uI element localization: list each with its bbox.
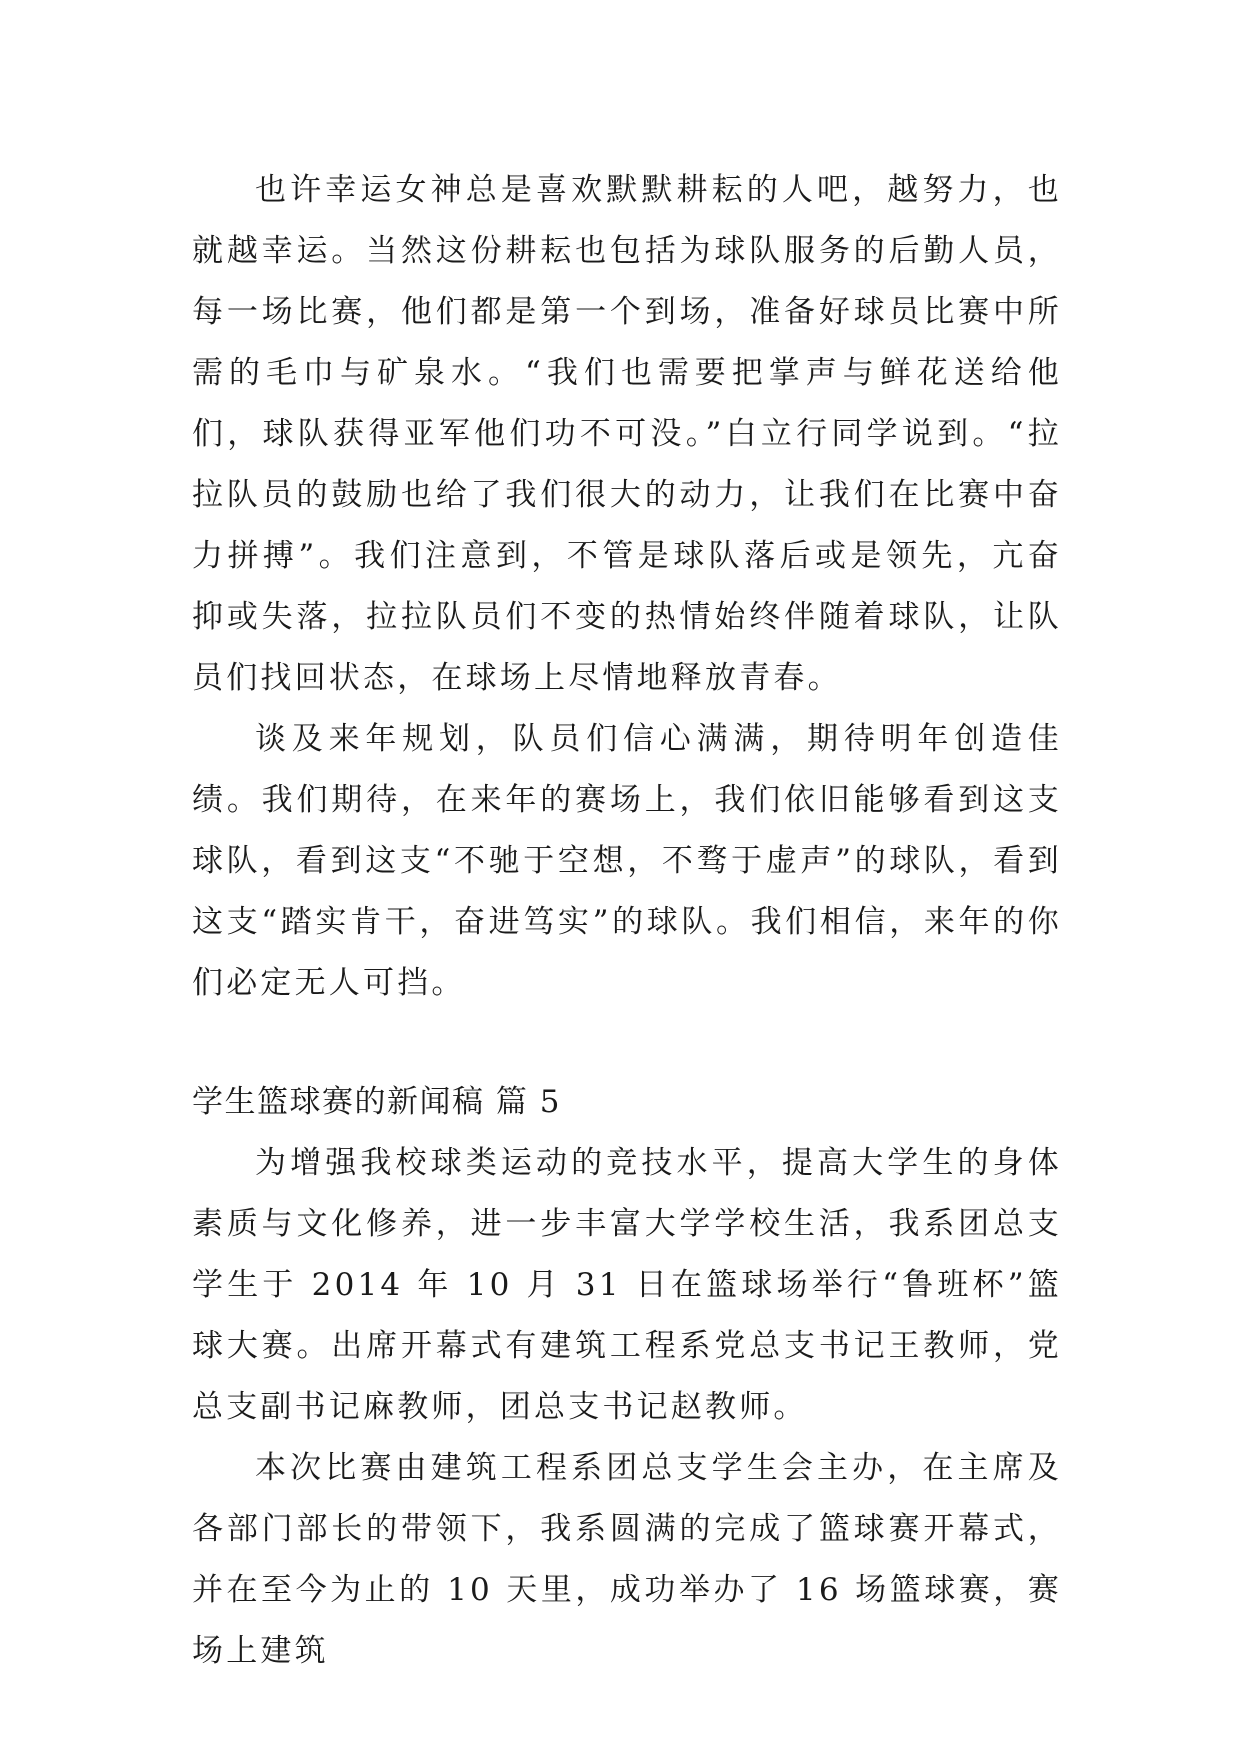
paragraph-support-staff: 也许幸运女神总是喜欢默默耕耘的人吧，越努力，也就越幸运。当然这份耕耘也包括为球队服务的后勤人员，每一场比赛，他们都是第一个到场，准备好球员比赛中所需的毛巾与矿泉水。“我们也需要把掌声与鲜花送给他们，球队获得亚军他们功不可没。”白立行同学说到。“拉拉队员的鼓励也给了我们很大的动力，让我们在比赛中奋力拼搏”。我们注意到，不管是球队落后或是领先，亢奋抑或失落，拉拉队员们不变的热情始终伴随着球队，让队员们找回状态，在球场上尽情地释放青春。 [192,172,1062,696]
document-body [192,160,1062,1682]
paragraph-next-year-plan: 谈及来年规划，队员们信心满满，期待明年创造佳绩。我们期待，在来年的赛场上，我们依旧能够看到这支球队，看到这支“不驰于空想，不骛于虚声”的球队，看到这支“踏实肯干，奋进笃实”的球队。我们相信，来年的你们必定无人可挡。 [192,721,1062,1001]
paragraph-tournament-intro: 为增强我校球类运动的竞技水平，提高大学生的身体素质与文化修养，进一步丰富大学学校生活，我系团总支学生于 2014 年 10 月 31 日在篮球场举行“鲁班杯”篮球大赛。出席开幕式有建筑工程系党总支书记王教师，党总支副书记麻教师，团总支书记赵教师。 [192,1145,1062,1425]
paragraph-tournament-organization: 本次比赛由建筑工程系团总支学生会主办，在主席及各部门部长的带领下，我系圆满的完成了篮球赛开幕式，并在至今为止的 10 天里，成功举办了 16 场篮球赛，赛场上建筑 [192,1450,1062,1669]
section-heading: 学生篮球赛的新闻稿 篇 5 [192,1084,561,1120]
